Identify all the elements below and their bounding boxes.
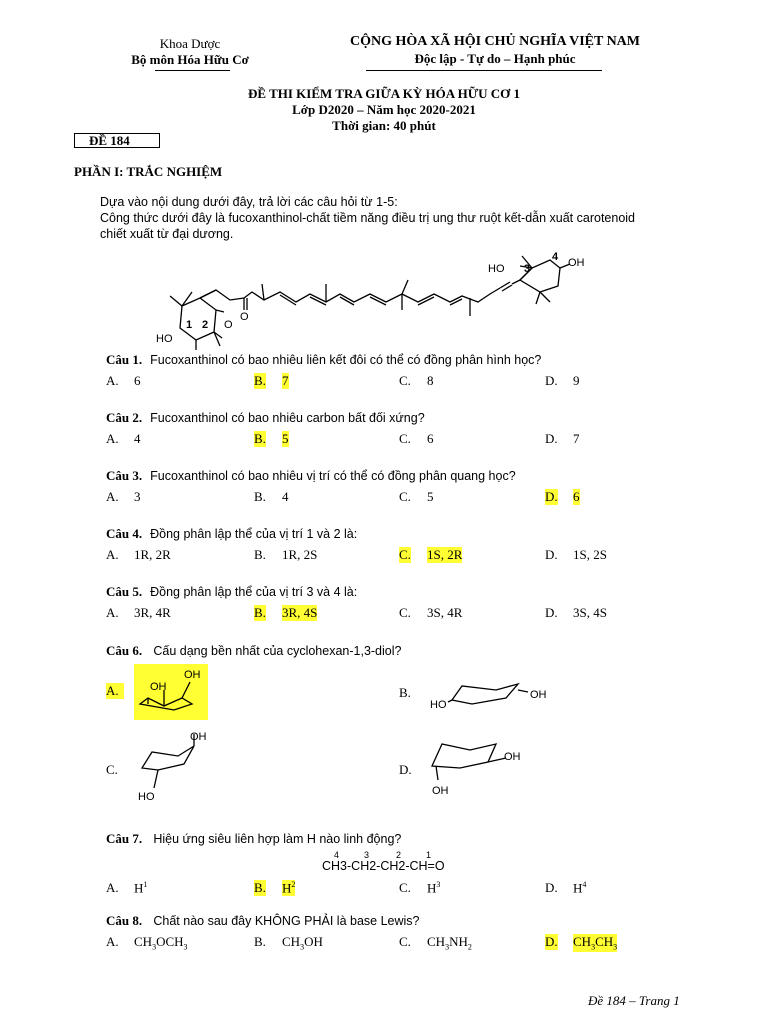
q4-option-c-value[interactable]: 1S, 2R bbox=[427, 547, 463, 562]
q8-option-d-value[interactable]: $CH_3CH_3$ bbox=[573, 934, 618, 952]
intro-line-2: Công thức dưới đây là fucoxanthinol-chất tiềm năng điều trị ung thư ruột kết-dẫn xuất carotenoid bbox=[100, 211, 635, 225]
q3-option-a-value[interactable]: 3 bbox=[134, 489, 141, 504]
q5-option-b-letter[interactable]: B. bbox=[254, 605, 266, 620]
q7-num-3: 3 bbox=[364, 850, 370, 860]
motto-underline bbox=[366, 70, 602, 71]
q4-option-b-letter[interactable]: B. bbox=[254, 547, 266, 562]
q6-option-d-image[interactable] bbox=[426, 736, 526, 800]
q3-option-c-letter[interactable]: C. bbox=[399, 489, 411, 504]
q7-num-4: 4 bbox=[334, 850, 340, 860]
question-6 bbox=[106, 643, 401, 659]
q8-option-a-letter[interactable]: A. bbox=[106, 934, 119, 949]
q2-option-a-value[interactable]: 4 bbox=[134, 431, 141, 446]
q6-d-oh: OH bbox=[504, 751, 521, 763]
q6-a-oh1: OH bbox=[150, 681, 167, 693]
q6-b-oh: OH bbox=[530, 689, 547, 701]
q7-option-a-value[interactable]: $H^1$ bbox=[134, 880, 148, 896]
q5-option-b-value[interactable]: 3R, 4S bbox=[282, 605, 318, 620]
q1-option-d-letter[interactable]: D. bbox=[545, 373, 558, 388]
q1-option-a-value[interactable]: 6 bbox=[134, 373, 141, 388]
q6-d-oh2: OH bbox=[432, 785, 449, 797]
exam-class-year: Lớp D2020 – Năm học 2020-2021 bbox=[292, 102, 476, 117]
ketone-o-label: O bbox=[240, 311, 249, 323]
q2-option-a-letter[interactable]: A. bbox=[106, 431, 119, 446]
q8-option-c-value[interactable]: $CH_3NH_2$ bbox=[427, 934, 472, 952]
q3-option-a-letter[interactable]: A. bbox=[106, 489, 119, 504]
q3-option-b-letter[interactable]: B. bbox=[254, 489, 266, 504]
q8-option-d-letter[interactable]: D. bbox=[545, 934, 558, 949]
q2-option-c-value[interactable]: 6 bbox=[427, 431, 434, 446]
question-7-text: Hiệu ứng siêu liên hợp làm H nào linh động? bbox=[153, 832, 402, 846]
q6-option-a-image[interactable] bbox=[134, 664, 208, 720]
q6-c-ho: HO bbox=[138, 791, 155, 803]
question-4-label: Câu 4. bbox=[106, 526, 143, 541]
q6-option-b-label[interactable]: B. bbox=[399, 685, 411, 700]
q4-option-d-value[interactable]: 1S, 2S bbox=[573, 547, 607, 562]
department-underline bbox=[155, 70, 230, 71]
q8-option-b-value[interactable]: $CH_3OH$ bbox=[282, 934, 323, 952]
q5-option-d-value[interactable]: 3S, 4S bbox=[573, 605, 607, 620]
q7-option-c-sup: 3 bbox=[436, 880, 441, 889]
q7-formula: CH3-CH2-CH2-CH=O bbox=[322, 859, 445, 873]
q1-option-d-value[interactable]: 9 bbox=[573, 373, 580, 388]
question-1-text: Fucoxanthinol có bao nhiêu liên kết đôi có thể có đồng phân hình học? bbox=[150, 353, 542, 367]
q4-option-d-letter[interactable]: D. bbox=[545, 547, 558, 562]
question-3-label: Câu 3. bbox=[106, 468, 143, 483]
epoxide-o-label: O bbox=[224, 319, 233, 331]
department: Bộ môn Hóa Hữu Cơ bbox=[131, 52, 249, 67]
q7-option-b-value[interactable]: $H^2$ bbox=[282, 880, 296, 896]
page-footer: Đề 184 – Trang 1 bbox=[588, 993, 680, 1008]
q6-c-oh: OH bbox=[190, 731, 207, 743]
q7-option-a-letter[interactable]: A. bbox=[106, 880, 119, 895]
q7-option-c-letter[interactable]: C. bbox=[399, 880, 411, 895]
exam-duration: Thời gian: 40 phút bbox=[332, 118, 436, 133]
q5-option-a-letter[interactable]: A. bbox=[106, 605, 119, 620]
q2-option-c-letter[interactable]: C. bbox=[399, 431, 411, 446]
q3-option-d-letter[interactable]: D. bbox=[545, 489, 558, 504]
q4-option-a-letter[interactable]: A. bbox=[106, 547, 119, 562]
q7-option-c-value[interactable]: $H^3$ bbox=[427, 880, 441, 896]
position-3-label: 3 bbox=[524, 263, 531, 275]
position-2-label: 2 bbox=[202, 319, 209, 331]
question-5-text: Đồng phân lập thể của vị trí 3 và 4 là: bbox=[150, 585, 358, 599]
question-6-label: Câu 6. bbox=[106, 643, 143, 658]
question-7 bbox=[106, 831, 401, 847]
q4-option-a-value[interactable]: 1R, 2R bbox=[134, 547, 171, 562]
q8-option-b-letter[interactable]: B. bbox=[254, 934, 266, 949]
q4-option-b-value[interactable]: 1R, 2S bbox=[282, 547, 318, 562]
q8-option-a-value[interactable]: $CH_3OCH_3$ bbox=[134, 934, 188, 952]
question-2-text: Fucoxanthinol có bao nhiêu carbon bất đối xứng? bbox=[150, 411, 425, 425]
country-name: CỘNG HÒA XÃ HỘI CHỦ NGHĨA VIỆT NAM bbox=[349, 34, 640, 49]
question-3 bbox=[106, 468, 516, 484]
q1-option-a-letter[interactable]: A. bbox=[106, 373, 119, 388]
intro-line-3: chiết xuất từ đại dương. bbox=[100, 227, 234, 241]
q7-option-b-sup: 2 bbox=[291, 880, 296, 889]
q7-option-d-sup: 4 bbox=[582, 880, 587, 889]
q1-option-b-letter[interactable]: B. bbox=[254, 373, 266, 388]
q3-option-d-value[interactable]: 6 bbox=[573, 489, 580, 504]
ho-left-label: HO bbox=[156, 333, 173, 345]
q7-option-b-letter[interactable]: B. bbox=[254, 880, 266, 895]
motto: Độc lập - Tự do – Hạnh phúc bbox=[414, 51, 576, 66]
q2-option-d-value[interactable]: 7 bbox=[573, 431, 580, 446]
q6-option-a-label[interactable]: A. bbox=[106, 683, 124, 699]
q8-option-c-letter[interactable]: C. bbox=[399, 934, 411, 949]
question-4-text: Đồng phân lập thể của vị trí 1 và 2 là: bbox=[150, 527, 358, 541]
question-3-text: Fucoxanthinol có bao nhiêu vị trí có thể có đồng phân quang học? bbox=[150, 469, 516, 483]
q3-option-b-value[interactable]: 4 bbox=[282, 489, 289, 504]
q7-num-1: 1 bbox=[426, 850, 432, 860]
position-1-label: 1 bbox=[186, 319, 193, 331]
exam-code-box: ĐỀ 184 bbox=[74, 133, 160, 148]
question-8-label: Câu 8. bbox=[106, 913, 143, 928]
question-5 bbox=[106, 584, 357, 600]
q6-a-oh2: OH bbox=[184, 669, 201, 681]
q1-option-b-value[interactable]: 7 bbox=[282, 373, 289, 388]
intro-line-1: Dựa vào nội dung dưới đây, trả lời các câu hỏi từ 1-5: bbox=[100, 195, 398, 209]
q7-option-d-letter[interactable]: D. bbox=[545, 880, 558, 895]
position-4-label: 4 bbox=[552, 251, 559, 263]
q1-option-c-value[interactable]: 8 bbox=[427, 373, 434, 388]
ho-right-label: HO bbox=[488, 263, 505, 275]
oh-right-label: OH bbox=[568, 257, 585, 269]
fucoxanthinol-structure bbox=[140, 240, 620, 360]
exam-title: ĐỀ THI KIỂM TRA GIỮA KỲ HÓA HỮU CƠ 1 bbox=[248, 86, 520, 101]
question-4 bbox=[106, 526, 357, 542]
q6-option-b-image[interactable] bbox=[428, 676, 558, 716]
q3-option-c-value[interactable]: 5 bbox=[427, 489, 434, 504]
question-1 bbox=[106, 352, 541, 368]
q2-option-b-value[interactable]: 5 bbox=[282, 431, 289, 446]
q1-option-c-letter[interactable]: C. bbox=[399, 373, 411, 388]
faculty: Khoa Dược bbox=[159, 36, 221, 51]
question-8-text: Chất nào sau đây KHÔNG PHẢI là base Lewis? bbox=[153, 914, 420, 928]
question-7-label: Câu 7. bbox=[106, 831, 143, 846]
q5-option-c-value[interactable]: 3S, 4R bbox=[427, 605, 463, 620]
q4-option-c-letter[interactable]: C. bbox=[399, 547, 411, 562]
question-5-label: Câu 5. bbox=[106, 584, 143, 599]
question-1-label: Câu 1. bbox=[106, 352, 143, 367]
question-2 bbox=[106, 410, 425, 426]
q6-option-c-image[interactable] bbox=[136, 726, 216, 810]
q7-num-2: 2 bbox=[396, 850, 402, 860]
q6-option-d-label[interactable]: D. bbox=[399, 762, 412, 777]
question-2-label: Câu 2. bbox=[106, 410, 143, 425]
question-8 bbox=[106, 913, 419, 929]
q2-option-b-letter[interactable]: B. bbox=[254, 431, 266, 446]
q2-option-d-letter[interactable]: D. bbox=[545, 431, 558, 446]
q5-option-a-value[interactable]: 3R, 4R bbox=[134, 605, 171, 620]
q5-option-c-letter[interactable]: C. bbox=[399, 605, 411, 620]
q6-b-ho: HO bbox=[430, 699, 447, 711]
section-title: PHẦN I: TRẮC NGHIỆM bbox=[74, 164, 223, 179]
question-6-text: Cấu dạng bền nhất của cyclohexan-1,3-diol? bbox=[153, 644, 402, 658]
q6-option-c-label[interactable]: C. bbox=[106, 762, 118, 777]
q5-option-d-letter[interactable]: D. bbox=[545, 605, 558, 620]
q7-option-a-sup: 1 bbox=[143, 880, 148, 889]
q7-option-d-value[interactable]: $H^4$ bbox=[573, 880, 587, 896]
